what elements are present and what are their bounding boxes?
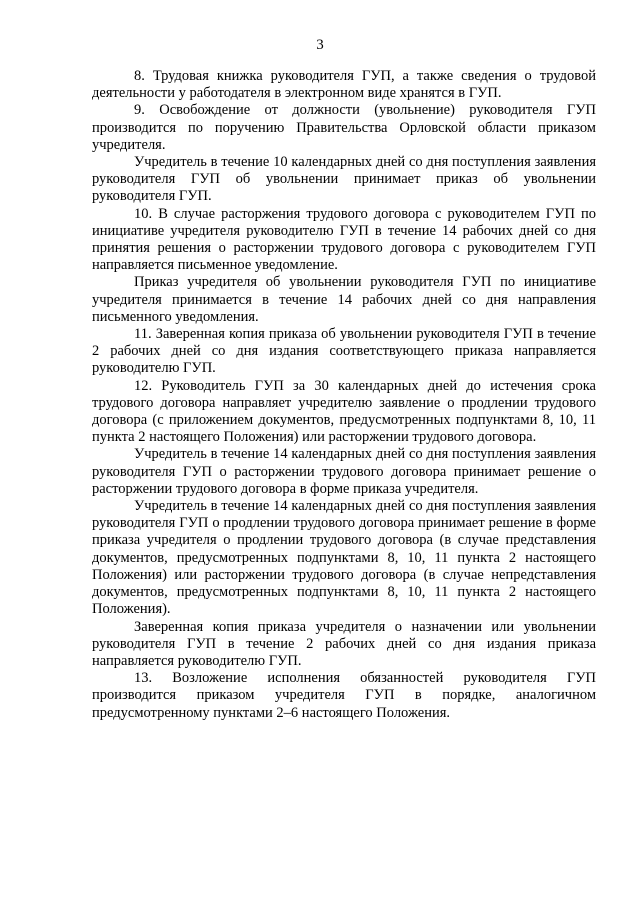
paragraph-item-10: 10. В случае расторжения трудового договора с руководителем ГУП по инициативе учредителя руководителю ГУП в течение 14 рабочих дней со дня принятия решения о расторжении трудового договора с руководителем ГУП направляется письменное уведомление.	[92, 205, 596, 274]
paragraph-item-9: 9. Освобождение от должности (увольнение) руководителя ГУП производится по поручению Правительства Орловской области приказом учредителя.	[92, 102, 596, 153]
paragraph-item-11: 11. Заверенная копия приказа об увольнении руководителя ГУП в течение 2 рабочих дней со дня издания соответствующего приказа направляется руководителю ГУП.	[92, 326, 596, 377]
paragraph-item-12-termination: Учредитель в течение 14 календарных дней со дня поступления заявления руководителя ГУП о расторжении трудового договора принимает решение о расторжении трудового договора в форме приказа учредителя.	[92, 446, 596, 497]
paragraph-item-13: 13. Возложение исполнения обязанностей руководителя ГУП производится приказом учредителя ГУП в порядке, аналогичном предусмотренному пунктами 2–6 настоящего Положения.	[92, 670, 596, 721]
paragraph-item-12: 12. Руководитель ГУП за 30 календарных дней до истечения срока трудового договора направляет учредителю заявление о продлении трудового договора (с приложением документов, предусмотренных подпунктами 8, 10, 11 пункта 2 настоящего Положения) или расторжении трудового договора.	[92, 377, 596, 446]
paragraph-item-10-order: Приказ учредителя об увольнении руководителя ГУП по инициативе учредителя принимается в течение 14 рабочих дней со дня направления письменного уведомления.	[92, 274, 596, 325]
paragraph-item-9-dismissal-order: Учредитель в течение 10 календарных дней со дня поступления заявления руководителя ГУП об увольнении принимает приказ об увольнении руководителя ГУП.	[92, 154, 596, 205]
page-number: 3	[316, 37, 324, 53]
document-body	[92, 68, 596, 722]
paragraph-certified-copy: Заверенная копия приказа учредителя о назначении или увольнении руководителя ГУП в течение 2 рабочих дней со дня издания приказа направляется руководителю ГУП.	[92, 618, 596, 669]
paragraph-item-12-extension: Учредитель в течение 14 календарных дней со дня поступления заявления руководителя ГУП о продлении трудового договора принимает решение в форме приказа учредителя о продлении трудового договора (в случае представления документов, предусмотренных подпунктами 8, 10, 11 пункта 2 настоящего Положения) или расторжении трудового договора (в случае непредставления документов, предусмотренных подпунктами 8, 10, 11 пункта 2 настоящего Положения).	[92, 498, 596, 618]
paragraph-item-8: 8. Трудовая книжка руководителя ГУП, а также сведения о трудовой деятельности у работодателя в электронном виде хранятся в ГУП.	[92, 68, 596, 102]
